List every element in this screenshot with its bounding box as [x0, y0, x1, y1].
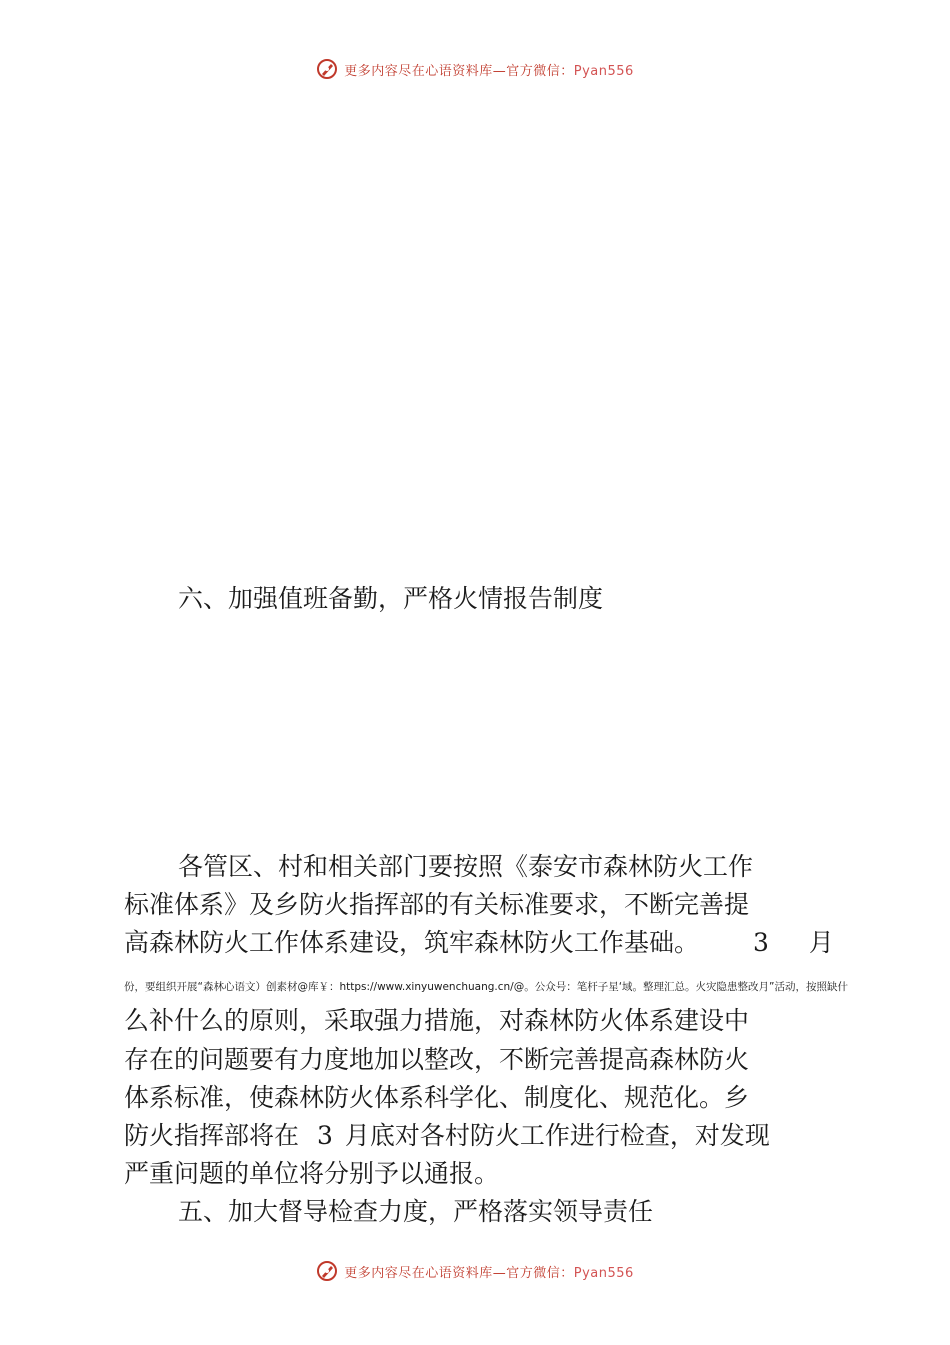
paragraph-fragment: 月	[808, 928, 834, 957]
paragraph-fragment: 月底对各村防火工作进行检查，对发现	[344, 1121, 770, 1150]
watermark-wechat-id: Pyan556	[573, 63, 634, 79]
watermark-main: 更多内容尽在心语资料库	[344, 1265, 493, 1281]
watermark-header	[0, 54, 950, 84]
watermark-separator: —	[492, 1265, 507, 1281]
inserted-small-text: 份，要组织开展“森林心语文）创素材@库￥：https://www.xinyuwenchuang.cn/@。公众号：笔杆子星‘域。整理汇总。火灾隐患整改月”活动，按照缺什	[124, 981, 848, 993]
section-heading-5: 五、加大督导检查力度，严格落实领导责任	[178, 1197, 654, 1226]
watermark-text	[344, 1262, 634, 1281]
paragraph-line: 体系标准，使森林防火体系科学化、制度化、规范化。乡	[124, 1083, 750, 1112]
paragraph-fragment: 3	[753, 928, 769, 957]
watermark-main: 更多内容尽在心语资料库	[344, 63, 493, 79]
paragraph-line: 各管区、村和相关部门要按照《泰安市森林防火工作	[178, 852, 754, 881]
section-heading-6: 六、加强值班备勤，严格火情报告制度	[178, 584, 604, 613]
watermark-official: 官方微信：	[506, 1265, 574, 1281]
paragraph-fragment: 高森林防火工作体系建设，筑牢森林防火工作基础。	[124, 928, 700, 957]
pen-logo-icon	[316, 1260, 338, 1282]
paragraph-fragment: 防火指挥部将在	[124, 1121, 300, 1150]
paragraph-line: 标准体系》及乡防火指挥部的有关标准要求，不断完善提	[124, 890, 750, 919]
paragraph-line: 严重问题的单位将分别予以通报。	[124, 1159, 500, 1188]
watermark-separator: —	[492, 63, 507, 79]
pen-logo-icon	[316, 58, 338, 80]
paragraph-line	[124, 926, 834, 960]
paragraph-line: 么补什么的原则，采取强力措施，对森林防火体系建设中	[124, 1006, 750, 1035]
watermark-wechat-id: Pyan556	[573, 1265, 634, 1281]
watermark-official: 官方微信：	[506, 63, 574, 79]
watermark-footer	[0, 1256, 950, 1286]
watermark-text	[344, 60, 634, 79]
paragraph-line: 存在的问题要有力度地加以整改，不断完善提高森林防火	[124, 1045, 750, 1074]
paragraph-fragment: 3	[317, 1121, 333, 1150]
paragraph-line	[124, 1119, 770, 1153]
